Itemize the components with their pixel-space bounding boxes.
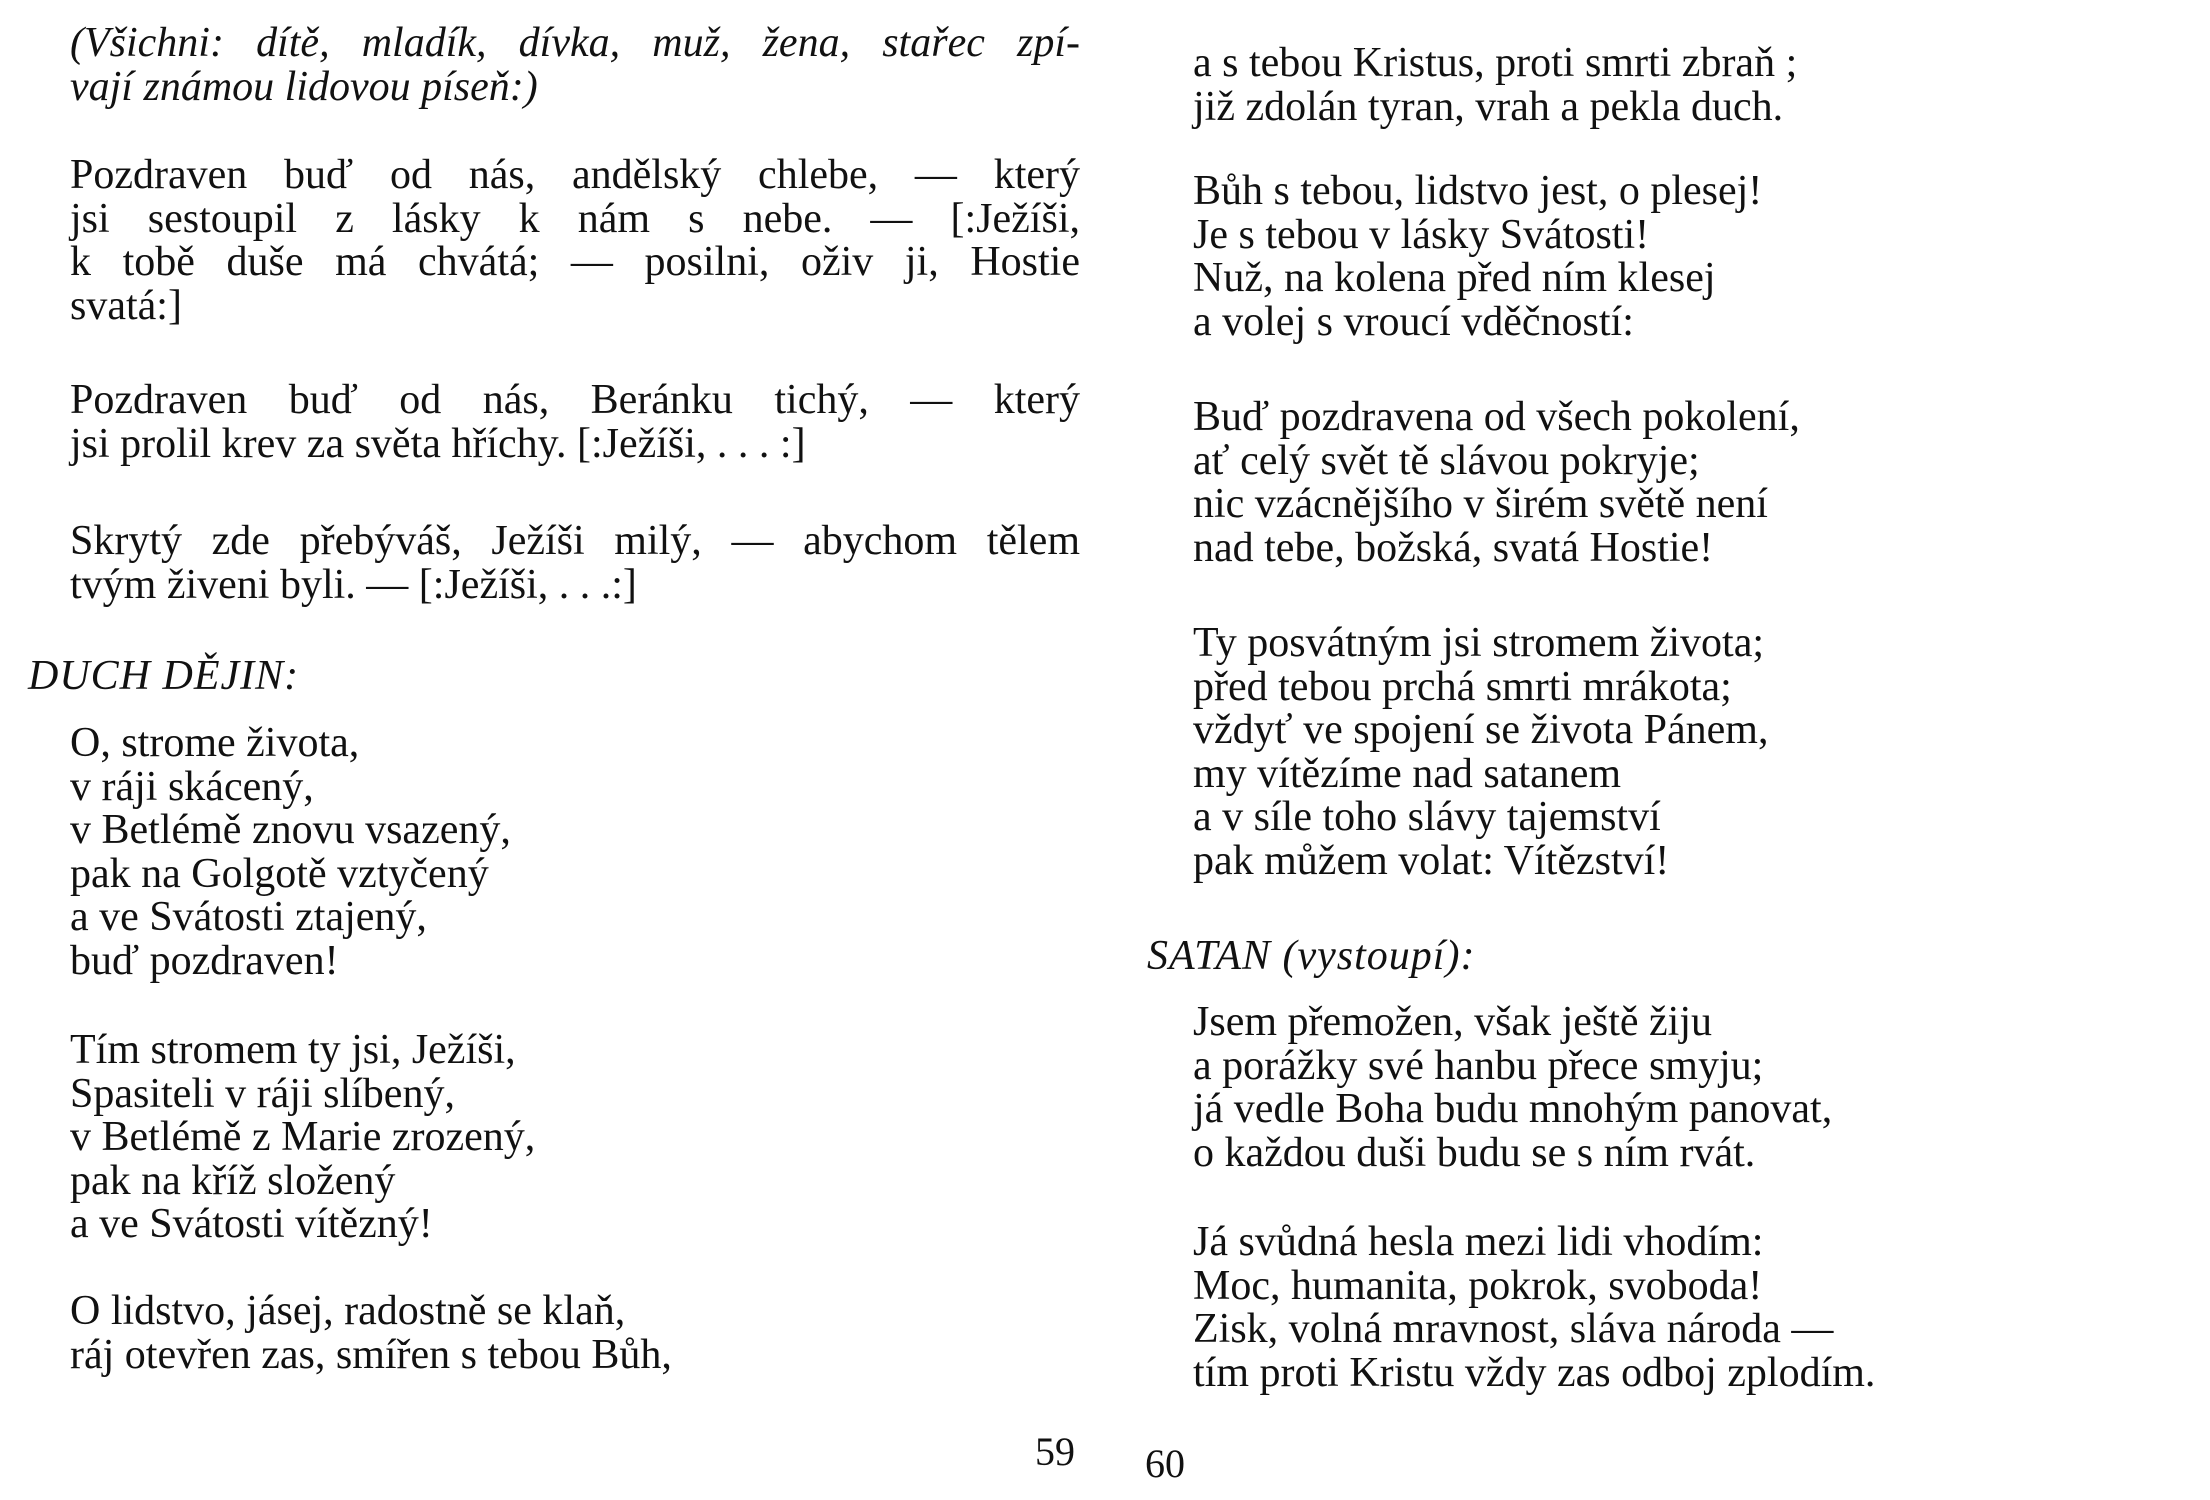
stage-direction-line: vají známou lidovou píseň:) — [70, 63, 538, 110]
poem-line: Jsem přemožen, však ještě žiju — [1193, 999, 1713, 1045]
poem-line: ať celý svět tě slávou pokryje; — [1193, 437, 1700, 484]
verse-line: Skrytý zde přebýváš, Ježíši milý, — abychom tělem — [70, 518, 1080, 564]
poem-line: vždyť ve spojení se života Pánem, — [1193, 707, 1769, 754]
verse-line: svatá:] — [70, 282, 182, 329]
speaker-satan: SATAN (vystoupí): — [1147, 933, 1476, 979]
verse-line: jsi sestoupil z lásky k nám s nebe. — [:Ježíši, — [70, 195, 1080, 242]
song-verse-1 — [70, 154, 1080, 328]
poem-line: pak na kříž složený — [70, 1157, 396, 1204]
poem-line: v ráji skácený, — [70, 763, 314, 810]
poem-line: nad tebe, božská, svatá Hostie! — [1193, 524, 1714, 571]
poem-line: a ve Svátosti ztajený, — [70, 894, 427, 941]
verse-line: Pozdraven buď od nás, andělský chlebe, — který — [70, 152, 1080, 198]
stanza-3 — [1193, 396, 1800, 570]
poem-line: a porážky své hanbu přece smyju; — [1193, 1042, 1764, 1089]
poem-line: Buď pozdravena od všech pokolení, — [1193, 394, 1800, 440]
poem-line: buď pozdraven! — [70, 937, 339, 984]
verse-line: jsi prolil krev za světa hříchy. [:Ježíši, . . . :] — [70, 420, 806, 467]
poem-line: pak na Golgotě vztyčený — [70, 850, 489, 897]
page-number: 59 — [1035, 1429, 1075, 1474]
right-page — [1105, 0, 2210, 1500]
stage-direction-line: (Všichni: dítě, mladík, dívka, muž, žena, stařec zpí- — [70, 20, 1080, 66]
poem-line: my vítězíme nad satanem — [1193, 750, 1622, 797]
poem-line: a volej s vroucí vděčností: — [1193, 298, 1634, 345]
page-number: 60 — [1145, 1441, 1185, 1486]
poem-line: v Betlémě znovu vsazený, — [70, 807, 511, 854]
poem-line: Já svůdná hesla mezi lidi vhodím: — [1193, 1219, 1764, 1265]
poem-line: již zdolán tyran, vrah a pekla duch. — [1193, 83, 1784, 130]
poem-line: a ve Svátosti vítězný! — [70, 1201, 433, 1248]
poem-line: tím proti Kristu vždy zas odboj zplodím. — [1193, 1349, 1876, 1396]
poem-line: O, strome života, — [70, 720, 360, 766]
poem-line: já vedle Boha budu mnohým panovat, — [1193, 1086, 1833, 1133]
poem-line: Spasiteli v ráji slíbený, — [70, 1070, 455, 1117]
poem-line: Zisk, volná mravnost, sláva národa — — [1193, 1306, 1834, 1353]
poem-line: pak můžem volat: Vítězství! — [1193, 837, 1670, 884]
satan-stanza-2 — [1193, 1221, 1875, 1395]
satan-stanza-1 — [1193, 1001, 1832, 1175]
poem-line: ráj otevřen zas, smířen s tebou Bůh, — [70, 1331, 672, 1378]
verse-line: Pozdraven buď od nás, Beránku tichý, — který — [70, 377, 1080, 423]
verse-line: k tobě duše má chvátá; — posilni, oživ ji, Hostie — [70, 239, 1080, 286]
stanza-4 — [1193, 622, 1768, 884]
speaker-duch-dejin: DUCH DĚJIN: — [28, 653, 300, 699]
poem-line: a v síle toho slávy tajemství — [1193, 794, 1661, 841]
poem-line: před tebou prchá smrti mrákota; — [1193, 663, 1732, 710]
stage-direction — [70, 22, 1080, 109]
verse-line: tvým živeni byli. — [:Ježíši, . . .:] — [70, 561, 637, 608]
stanza-continued — [1193, 42, 1797, 129]
stanza-2 — [1193, 170, 1762, 344]
poem-line: Bůh s tebou, lidstvo jest, o plesej! — [1193, 168, 1763, 214]
duch-dejin-stanza-3 — [70, 1290, 672, 1377]
poem-line: v Betlémě z Marie zrozený, — [70, 1114, 536, 1161]
poem-line: Nuž, na kolena před ním klesej — [1193, 255, 1716, 302]
poem-line: Tím stromem ty jsi, Ježíši, — [70, 1027, 516, 1073]
poem-line: o každou duši budu se s ním rvát. — [1193, 1129, 1756, 1176]
poem-line: Moc, humanita, pokrok, svoboda! — [1193, 1262, 1763, 1309]
song-verse-3 — [70, 520, 1080, 607]
poem-line: Je s tebou v lásky Svátosti! — [1193, 211, 1650, 258]
duch-dejin-stanza-1 — [70, 722, 511, 984]
duch-dejin-stanza-2 — [70, 1029, 535, 1247]
poem-line: a s tebou Kristus, proti smrti zbraň ; — [1193, 40, 1798, 86]
poem-line: O lidstvo, jásej, radostně se klaň, — [70, 1288, 626, 1334]
song-verse-2 — [70, 379, 1080, 466]
poem-line: Ty posvátným jsi stromem života; — [1193, 620, 1764, 666]
poem-line: nic vzácnějšího v širém světě není — [1193, 481, 1768, 528]
